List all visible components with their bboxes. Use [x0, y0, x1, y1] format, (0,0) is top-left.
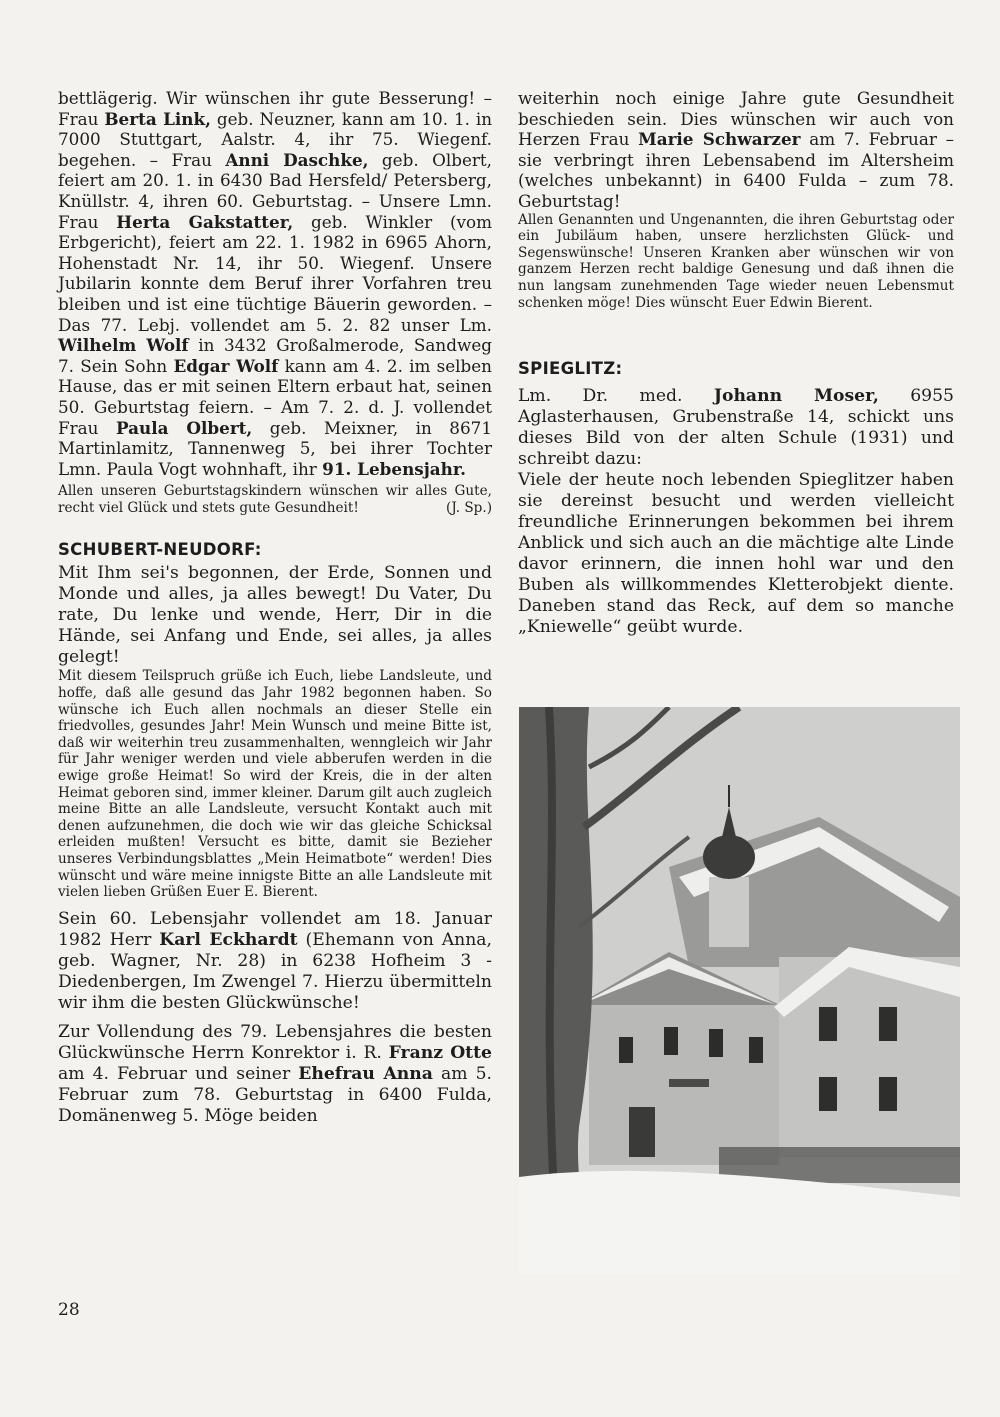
author-signature: (J. Sp.)	[446, 499, 492, 516]
text-run: geb. Meixner, in 8671 Martinlamitz, Tannenweg 5, bei ihrer Tochter Lmn. Paula Vogt wohnhaft, ihr	[58, 417, 492, 479]
text-run: Allen unseren Geburtstagskindern wünschen wir alles Gute, recht viel Glück und stets gute Gesundheit!	[58, 483, 492, 516]
text-run: Mit Ihm sei's begonnen, der Erde, Sonnen und Monde und alles, ja alles bewegt! Du Vater, Du rate, Du lenke und wende, Herr, Dir in die Hände, sei Anfang und Ende, sei alles, ja alles gelegt!	[58, 563, 492, 668]
text-run: 6955 Aglasterhausen, Grubenstraße 14, schickt uns dieses Bild von der alten Schule (1931) und schreibt dazu:	[518, 386, 954, 470]
text-run: Viele der heute noch lebenden Spieglitzer haben sie dereinst besucht und werden vielleicht freundliche Erinnerungen bekommen bei ihrem Anblick und sich auch an die mächtige alte Linde davor erinnern, die innen hohl war und den Buben als willkommendes Kletterobjekt diente. Daneben stand das Reck, auf dem so manche „Kniewelle“ geübt wurde.	[518, 470, 954, 638]
text-run: Zur Vollendung des 79. Lebensjahres die besten Glückwünsche Herrn Konrektor i. R.	[58, 1021, 492, 1063]
text-run: geb. Olbert, feiert am 20. 1. in 6430 Bad Hersfeld/ Petersberg, Knüllstr. 4, ihren 60. Geburtstag. – Unsere Lmn. Frau	[58, 149, 492, 232]
name-highlight: Herta Gakstatter,	[116, 211, 294, 232]
text-run: am 4. Februar und seiner	[58, 1063, 299, 1084]
text-run: in 3432 Großalmerode, Sandweg 7. Sein Sohn	[58, 335, 492, 376]
text-run: Lm. Dr. med.	[518, 386, 714, 407]
name-highlight: Berta Link,	[104, 108, 211, 129]
text-run: Allen Genannten und Ungenannten, die ihren Geburtstag oder ein Jubiläum haben, unsere herzlichsten Glück- und Segenswünsche! Unseren Kranken aber wünschen wir von ganzem Herzen recht baldige Genesung und daß ihnen die nun langsam zunehmenden Tage wieder neuen Lebensmut schenken möge! Dies wünscht Euer Edwin Bierent.	[518, 211, 954, 311]
otte-paragraph	[58, 1022, 492, 1127]
name-highlight: 91. Lebensjahr.	[322, 458, 467, 479]
moser-paragraph	[518, 386, 954, 470]
old-school-photo	[519, 707, 960, 1274]
text-run: am 7. Februar – sie verbringt ihren Lebensabend im Altersheim (welches unbekannt) in 6400 Fulda – zum 78. Geburtstag!	[518, 129, 954, 211]
poem-paragraph	[58, 563, 492, 668]
name-highlight: Wilhelm Wolf	[58, 335, 189, 356]
text-run: (Ehemann von Anna, geb. Wagner, Nr. 28) in 6238 Hofheim 3 - Diedenbergen, Im Zwengel 7. Hierzu übermitteln wir ihm die besten Glückwünsche!	[58, 929, 492, 1013]
text-run: geb. Winkler (vom Erbgericht), feiert am 22. 1. 1982 in 6965 Ahorn, Hohenstadt Nr. 14, ihr 50. Wiegenf. Unsere Jubilarin konnte dem Beruf ihrer Vorfahren treu bleiben und ist eine tüchtige Bäuerin geworden. – Das 77. Lebj. vollendet am 5. 2. 82 unser Lm.	[58, 211, 493, 335]
name-highlight: Johann Moser,	[713, 386, 879, 407]
section-heading-spieglitz: SPIEGLITZ:	[518, 359, 623, 379]
text-run: bettlägerig. Wir wünschen ihr gute Besserung! – Frau	[58, 88, 492, 129]
right-column	[518, 88, 954, 638]
eckhardt-paragraph	[58, 909, 492, 1014]
left-column	[58, 88, 492, 1127]
text-run: kann am 4. 2. im selben Hause, das er mit seinen Eltern erbaut hat, seinen 50. Geburtstag feiern. – Am 7. 2. d. J. vollendet Frau	[58, 355, 492, 438]
name-highlight: Ehefrau Anna	[298, 1063, 433, 1084]
wishes-paragraph	[58, 483, 492, 516]
text-run: Sein 60. Lebensjahr vollendet am 18. Januar 1982 Herr	[58, 908, 492, 950]
page-number: 28	[58, 1300, 80, 1320]
birthday-paragraph	[58, 88, 492, 479]
schwarzer-paragraph	[518, 88, 954, 212]
text-run: weiterhin noch einige Jahre gute Gesundheit beschieden sein. Dies wünschen wir auch von Herzen Frau	[518, 88, 954, 150]
section-heading-schubert-neudorf: SCHUBERT-NEUDORF:	[58, 540, 262, 560]
name-highlight: Anni Daschke,	[225, 149, 369, 170]
text-run: Mit diesem Teilspruch grüße ich Euch, liebe Landsleute, und hoffe, daß alle gesund das Jahr 1982 begonnen haben. So wünsche ich Euch allen nochmals an dieser Stelle ein friedvolles, gesundes Jahr! Mein Wunsch und meine Bitte ist, daß wir weiterhin treu zusammenhalten, wenngleich wir Jahr für Jahr weniger werden und viele abberufen werden in die ewige große Heimat! So wird der Kreis, die in der alten Heimat geboren sind, immer kleiner. Darum gilt auch zugleich meine Bitte an alle Landsleute, versucht Kontakt auch mit denen aufzunehmen, die doch wie wir das gleiche Schicksal erleiden mußten! Versucht es bitte, damit sie Bezieher unseres Verbindungsblattes „Mein Heimatbote“ werden! Dies wünscht und wäre meine innigste Bitte an alle Landsleute mit vielen lieben Grüßen Euer E. Bierent.	[58, 668, 492, 901]
text-run: geb. Neuzner, kann am 10. 1. in 7000 Stuttgart, Aalstr. 4, ihr 75. Wiegenf. begehen. – Frau	[58, 108, 493, 170]
school-memory-paragraph	[518, 470, 954, 638]
name-highlight: Karl Eckhardt	[159, 929, 298, 950]
name-highlight: Edgar Wolf	[173, 355, 279, 376]
text-run: am 5. Februar zum 78. Geburtstag in 6400 Fulda, Domänenweg 5. Möge beiden	[58, 1063, 493, 1126]
name-highlight: Franz Otte	[388, 1042, 492, 1063]
bierent-wishes-paragraph	[518, 212, 954, 312]
name-highlight: Marie Schwarzer	[638, 129, 801, 150]
name-highlight: Paula Olbert,	[115, 417, 253, 438]
greeting-paragraph	[58, 668, 492, 900]
